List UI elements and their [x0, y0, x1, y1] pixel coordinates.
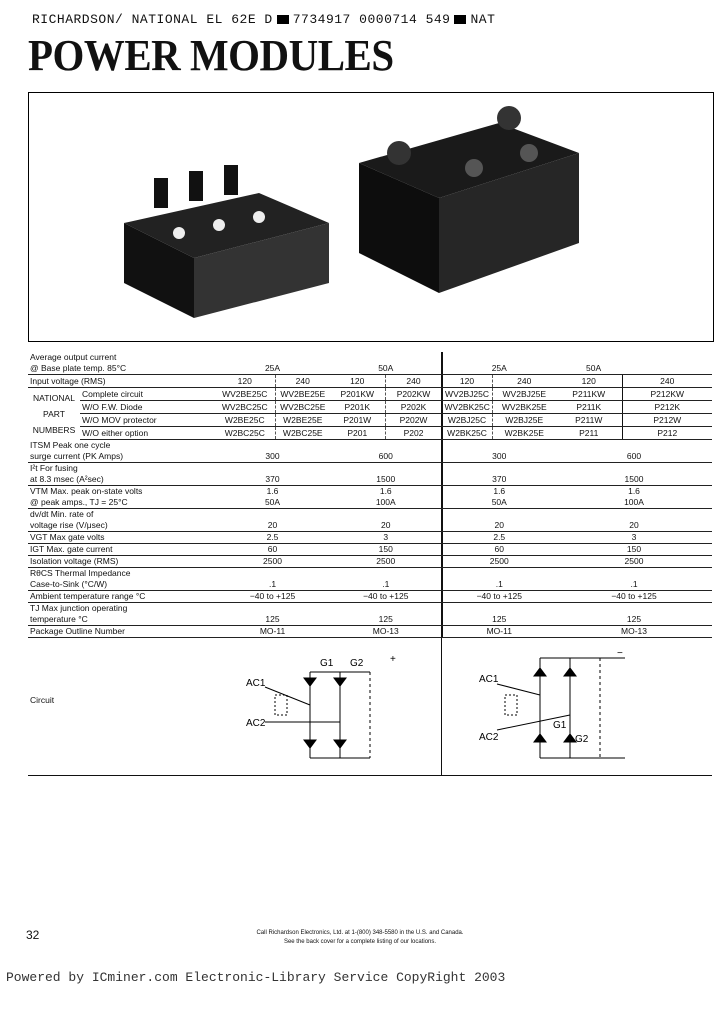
svg-text:−: − — [617, 650, 623, 659]
spec-value: 60 — [442, 544, 556, 556]
spec-label: TJ Max junction operating temperature °C — [28, 603, 215, 626]
svg-text:G2: G2 — [575, 734, 589, 745]
part-row: W/O F.W. Diode WV2BC25C WV2BC25E P201K P202K WV2BK25C WV2BK25E P211K P212K — [28, 401, 712, 414]
spec-label: Isolation voltage (RMS) — [28, 556, 215, 568]
spec-value: 2500 — [215, 556, 330, 568]
spec-value: 300 — [215, 440, 330, 463]
circuit-label: Circuit — [30, 694, 55, 705]
spec-value: MO-13 — [330, 626, 442, 638]
watermark-line: Powered by ICminer.com Electronic-Library Service CopyRight 2003 — [6, 970, 506, 985]
spec-value: 20 — [330, 509, 442, 532]
spec-value: 2.5 — [215, 532, 330, 544]
spec-value: 125 — [556, 603, 712, 626]
spec-value: 60 — [215, 544, 330, 556]
spec-value: 2500 — [442, 556, 556, 568]
spec-row — [28, 591, 712, 603]
header-right: NAT — [470, 12, 496, 27]
spec-value: 3 — [330, 532, 442, 544]
spec-label: RθCS Thermal Impedance Case-to-Sink (°C/W) — [28, 568, 215, 591]
spec-value: 20 — [442, 509, 556, 532]
spec-value: .1 — [215, 568, 330, 591]
part-row: W/O MOV protector W2BE25C W2BE25E P201W P202W W2BJ25C W2BJ25E P211W P212W — [28, 414, 712, 427]
svg-text:G2: G2 — [350, 658, 364, 669]
spec-value: 125 — [442, 603, 556, 626]
svg-text:AC2: AC2 — [246, 718, 266, 729]
spec-value: 2.5 — [442, 532, 556, 544]
spec-row — [28, 440, 712, 463]
circuit-diagram-left — [240, 650, 410, 770]
spec-label: ITSM Peak one cycle surge current (PK Amps) — [28, 440, 215, 463]
spec-value: 1.6 50A — [442, 486, 556, 509]
circuit-diagram-right — [475, 650, 645, 770]
specs-table: Average output current @ Base plate temp. 85°C 25A 50A 25A 50A Input voltage (RMS) 120 240 120 240 120 240 120 240 NATIONAL PART NUMBERS Complete circuit WV2BE25C WV2BE25E P201KW P202KW WV2BJ25C WV2BJ25E P211KW P212KW W/O F.W. Diode WV2BC25C WV2BC25E P201K P202K WV2BK25C WV2BK25E P211K P212K W/O MOV protector W2BE25C W2BE25E P201W P202W W2BJ25C W2BJ25E P211W P212W W/O either option W2BC25C W2BC25E P201 P202 W2BK25C W2BK25E P211 P212 ITSM Peak one cycle surge current (PK Amps) 300 600 300 600 I²t For fusing at 8.3 msec (A²sec) 370 1500 370 1500 VTM Max. peak on-state volts @ peak amps., TJ = 25°C 1.6 50A 1.6 100A 1.6 50A 1.6 100A dv/dt Min. rate of voltage rise (V/μsec) 20 20 20 20 VGT Max gate volts 2.5 3 2.5 3 IGT Max. gate current 60 150 60 150 Isolation voltage (RMS) 2500 2500 2500 2500 RθCS Thermal Impedance Case-to-Sink (°C/W) .1 .1 .1 .1 Ambient temperature range °C −40 to +125 −40 to +125 −40 to +125 −40 to +125 TJ Max junction operating temperature °C 125 125 125 125 Package Outline Number MO-11 MO-13 MO-11 MO-13 Circuit — [28, 352, 712, 763]
spec-value: −40 to +125 — [556, 591, 712, 603]
spec-row — [28, 603, 712, 626]
spec-value: 1500 — [330, 463, 442, 486]
spec-value: 300 — [442, 440, 556, 463]
spec-row — [28, 509, 712, 532]
page-title: POWER MODULES — [28, 31, 394, 80]
spec-value: .1 — [330, 568, 442, 591]
part-row: NATIONAL PART NUMBERS Complete circuit WV2BE25C WV2BE25E P201KW P202KW WV2BJ25C WV2BJ25E P211KW P212KW — [28, 388, 712, 401]
spec-label: dv/dt Min. rate of voltage rise (V/μsec) — [28, 509, 215, 532]
spec-value: 1.6 100A — [330, 486, 442, 509]
spec-value: 1.6 100A — [556, 486, 712, 509]
spec-row — [28, 556, 712, 568]
spec-row — [28, 532, 712, 544]
header-left: RICHARDSON/ NATIONAL EL 62E D — [32, 12, 273, 27]
spec-value: −40 to +125 — [442, 591, 556, 603]
spec-row — [28, 626, 712, 638]
spec-value: 600 — [330, 440, 442, 463]
spec-label: Ambient temperature range °C — [28, 591, 215, 603]
spec-value: .1 — [442, 568, 556, 591]
spec-row — [28, 486, 712, 509]
spec-value: 2500 — [556, 556, 712, 568]
spec-value: 20 — [215, 509, 330, 532]
spec-label: Package Outline Number — [28, 626, 215, 638]
product-photo — [28, 92, 714, 342]
spec-value: .1 — [556, 568, 712, 591]
svg-text:AC2: AC2 — [479, 732, 499, 743]
spec-row — [28, 544, 712, 556]
spec-value: 2500 — [330, 556, 442, 568]
spec-value: 20 — [556, 509, 712, 532]
spec-label: I²t For fusing at 8.3 msec (A²sec) — [28, 463, 215, 486]
spec-label: IGT Max. gate current — [28, 544, 215, 556]
scan-header — [32, 12, 495, 27]
svg-text:AC1: AC1 — [479, 674, 499, 685]
svg-text:+: + — [390, 654, 396, 665]
spec-label: VTM Max. peak on-state volts @ peak amps., TJ = 25°C — [28, 486, 215, 509]
spec-row — [28, 568, 712, 591]
spec-value: 3 — [556, 532, 712, 544]
spec-value: 150 — [556, 544, 712, 556]
header-code: 7734917 0000714 549 — [292, 12, 451, 27]
spec-value: 600 — [556, 440, 712, 463]
spec-value: 370 — [442, 463, 556, 486]
svg-text:G1: G1 — [320, 658, 334, 669]
footer-note: Call Richardson Electronics, Ltd. at 1-(800) 348-5580 in the U.S. and Canada. See the back cover for a complete listing of our locations. — [256, 930, 464, 945]
spec-value: 1500 — [556, 463, 712, 486]
spec-value: 125 — [215, 603, 330, 626]
spec-value: 125 — [330, 603, 442, 626]
spec-label: VGT Max gate volts — [28, 532, 215, 544]
table-bottom-rule — [28, 775, 712, 776]
spec-value: 150 — [330, 544, 442, 556]
part-row: W/O either option W2BC25C W2BC25E P201 P202 W2BK25C W2BK25E P211 P212 — [28, 427, 712, 440]
spec-value: −40 to +125 — [330, 591, 442, 603]
spec-value: 370 — [215, 463, 330, 486]
spec-value: MO-11 — [215, 626, 330, 638]
spec-value: MO-11 — [442, 626, 556, 638]
page-number: 32 — [26, 928, 40, 942]
svg-text:G1: G1 — [553, 720, 567, 731]
spec-value: −40 to +125 — [215, 591, 330, 603]
power-modules-image — [29, 93, 713, 341]
svg-text:AC1: AC1 — [246, 678, 266, 689]
spec-value: 1.6 50A — [215, 486, 330, 509]
spec-row — [28, 463, 712, 486]
spec-value: MO-13 — [556, 626, 712, 638]
